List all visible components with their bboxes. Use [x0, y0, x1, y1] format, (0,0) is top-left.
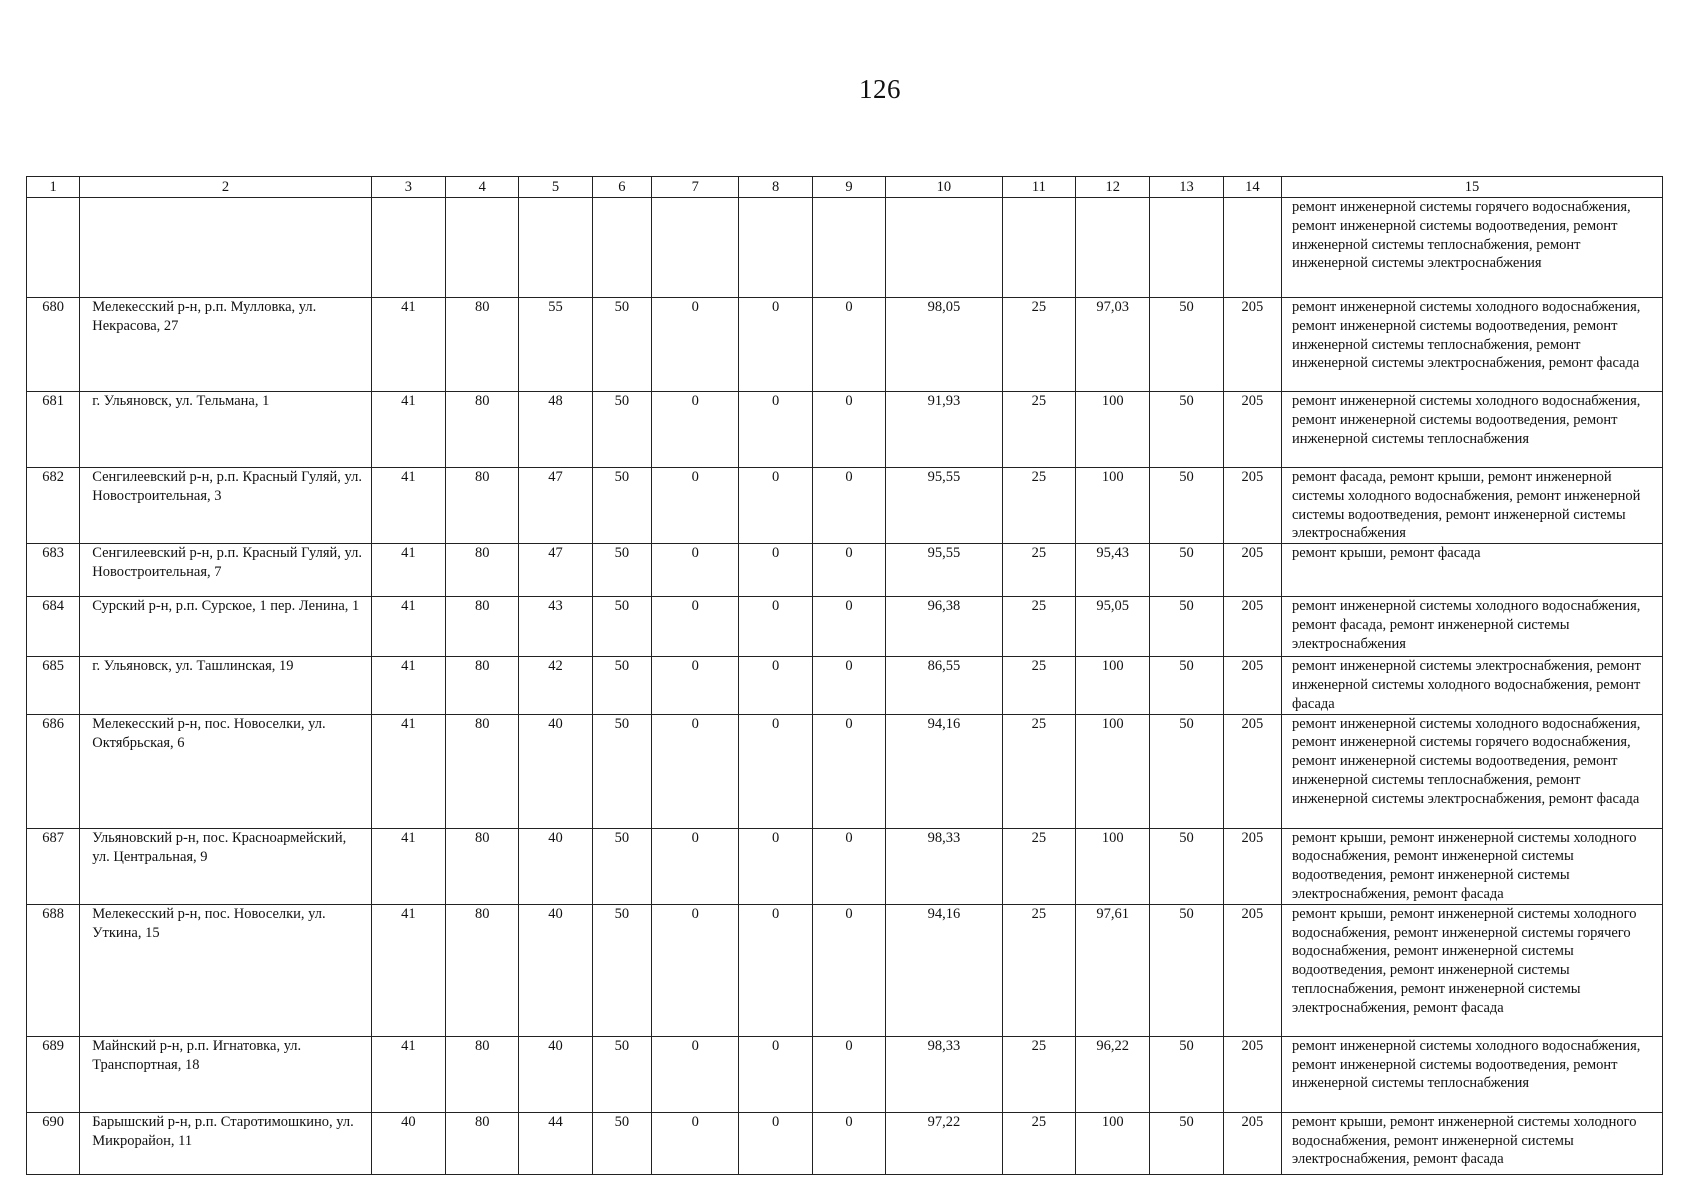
- table-cell: [1150, 198, 1223, 298]
- works-cell: ремонт инженерной системы холодного водоснабжения, ремонт инженерной системы водоотведения, ремонт инженерной системы теплоснабжения: [1282, 392, 1663, 468]
- column-header: 5: [519, 177, 592, 198]
- value-cell-9: 0: [812, 468, 885, 544]
- value-cell-7: 0: [652, 904, 739, 1036]
- row-number-cell: 683: [27, 544, 80, 597]
- value-cell-3: 41: [371, 298, 445, 392]
- value-cell-9: 0: [812, 828, 885, 904]
- value-cell-11: 25: [1002, 904, 1075, 1036]
- table-cell: [446, 198, 519, 298]
- value-cell-9: 0: [812, 597, 885, 657]
- continuation-row: [27, 198, 1663, 298]
- value-cell-8: 0: [739, 657, 812, 714]
- value-cell-12: 97,61: [1076, 904, 1150, 1036]
- value-cell-13: 50: [1150, 298, 1223, 392]
- address-cell: Сенгилеевский р-н, р.п. Красный Гуляй, ул. Новостроительная, 3: [80, 468, 371, 544]
- value-cell-6: 50: [592, 714, 651, 828]
- value-cell-10: 98,33: [886, 828, 1003, 904]
- value-cell-3: 41: [371, 544, 445, 597]
- value-cell-11: 25: [1002, 714, 1075, 828]
- table-cell: [80, 198, 371, 298]
- column-header: 3: [371, 177, 445, 198]
- table-cell: [886, 198, 1003, 298]
- value-cell-13: 50: [1150, 1112, 1223, 1174]
- value-cell-8: 0: [739, 904, 812, 1036]
- value-cell-12: 100: [1076, 714, 1150, 828]
- address-cell: Мелекесский р-н, пос. Новоселки, ул. Октябрьская, 6: [80, 714, 371, 828]
- value-cell-4: 80: [446, 904, 519, 1036]
- value-cell-6: 50: [592, 544, 651, 597]
- value-cell-10: 94,16: [886, 904, 1003, 1036]
- table-cell: [519, 198, 592, 298]
- column-header: 14: [1223, 177, 1281, 198]
- value-cell-3: 41: [371, 392, 445, 468]
- value-cell-4: 80: [446, 657, 519, 714]
- value-cell-7: 0: [652, 468, 739, 544]
- value-cell-8: 0: [739, 828, 812, 904]
- table-row: [27, 468, 1663, 544]
- value-cell-11: 25: [1002, 657, 1075, 714]
- row-number-cell: 686: [27, 714, 80, 828]
- row-number-cell: 685: [27, 657, 80, 714]
- value-cell-13: 50: [1150, 1036, 1223, 1112]
- value-cell-11: 25: [1002, 544, 1075, 597]
- works-cell: ремонт инженерной системы электроснабжения, ремонт инженерной системы холодного водоснабжения, ремонт фасада: [1282, 657, 1663, 714]
- value-cell-5: 55: [519, 298, 592, 392]
- works-cell: ремонт инженерной системы холодного водоснабжения, ремонт фасада, ремонт инженерной системы электроснабжения: [1282, 597, 1663, 657]
- value-cell-7: 0: [652, 1036, 739, 1112]
- value-cell-6: 50: [592, 1036, 651, 1112]
- value-cell-13: 50: [1150, 468, 1223, 544]
- address-cell: Мелекесский р-н, р.п. Мулловка, ул. Некрасова, 27: [80, 298, 371, 392]
- table-row: [27, 544, 1663, 597]
- value-cell-5: 40: [519, 904, 592, 1036]
- table-cell: [812, 198, 885, 298]
- table-cell: [371, 198, 445, 298]
- value-cell-11: 25: [1002, 392, 1075, 468]
- value-cell-11: 25: [1002, 828, 1075, 904]
- row-number-cell: 684: [27, 597, 80, 657]
- value-cell-6: 50: [592, 597, 651, 657]
- value-cell-10: 98,33: [886, 1036, 1003, 1112]
- table-cell: [27, 198, 80, 298]
- value-cell-7: 0: [652, 298, 739, 392]
- works-cell: ремонт инженерной системы холодного водоснабжения, ремонт инженерной системы водоотведения, ремонт инженерной системы теплоснабжения: [1282, 1036, 1663, 1112]
- value-cell-12: 96,22: [1076, 1036, 1150, 1112]
- works-cell: ремонт инженерной системы горячего водоснабжения, ремонт инженерной системы водоотведения, ремонт инженерной системы теплоснабжения, ремонт инженерной системы электроснабжения: [1282, 198, 1663, 298]
- value-cell-13: 50: [1150, 828, 1223, 904]
- value-cell-3: 41: [371, 828, 445, 904]
- value-cell-6: 50: [592, 468, 651, 544]
- value-cell-9: 0: [812, 392, 885, 468]
- value-cell-11: 25: [1002, 298, 1075, 392]
- value-cell-5: 42: [519, 657, 592, 714]
- value-cell-8: 0: [739, 298, 812, 392]
- column-header: 11: [1002, 177, 1075, 198]
- value-cell-11: 25: [1002, 597, 1075, 657]
- value-cell-4: 80: [446, 298, 519, 392]
- value-cell-4: 80: [446, 1112, 519, 1174]
- value-cell-10: 95,55: [886, 468, 1003, 544]
- row-number-cell: 680: [27, 298, 80, 392]
- value-cell-4: 80: [446, 468, 519, 544]
- column-header: 13: [1150, 177, 1223, 198]
- row-number-cell: 690: [27, 1112, 80, 1174]
- column-header: 6: [592, 177, 651, 198]
- value-cell-12: 100: [1076, 1112, 1150, 1174]
- row-number-cell: 688: [27, 904, 80, 1036]
- value-cell-8: 0: [739, 1112, 812, 1174]
- value-cell-5: 47: [519, 544, 592, 597]
- value-cell-9: 0: [812, 714, 885, 828]
- address-cell: г. Ульяновск, ул. Тельмана, 1: [80, 392, 371, 468]
- value-cell-3: 41: [371, 597, 445, 657]
- value-cell-10: 96,38: [886, 597, 1003, 657]
- value-cell-9: 0: [812, 1036, 885, 1112]
- address-cell: Сенгилеевский р-н, р.п. Красный Гуляй, ул. Новостроительная, 7: [80, 544, 371, 597]
- table-cell: [592, 198, 651, 298]
- table-cell: [739, 198, 812, 298]
- value-cell-14: 205: [1223, 828, 1281, 904]
- value-cell-10: 86,55: [886, 657, 1003, 714]
- value-cell-12: 100: [1076, 468, 1150, 544]
- value-cell-12: 95,05: [1076, 597, 1150, 657]
- value-cell-9: 0: [812, 1112, 885, 1174]
- works-cell: ремонт инженерной системы холодного водоснабжения, ремонт инженерной системы водоотведения, ремонт инженерной системы теплоснабжения, ремонт инженерной системы электроснабжения, ремонт фасада: [1282, 298, 1663, 392]
- value-cell-5: 40: [519, 714, 592, 828]
- value-cell-13: 50: [1150, 597, 1223, 657]
- column-header: 10: [886, 177, 1003, 198]
- value-cell-12: 95,43: [1076, 544, 1150, 597]
- value-cell-13: 50: [1150, 714, 1223, 828]
- table-cell: [1002, 198, 1075, 298]
- table-row: [27, 1036, 1663, 1112]
- register-table: [26, 176, 1663, 1175]
- value-cell-4: 80: [446, 392, 519, 468]
- value-cell-10: 91,93: [886, 392, 1003, 468]
- value-cell-9: 0: [812, 904, 885, 1036]
- value-cell-7: 0: [652, 714, 739, 828]
- value-cell-13: 50: [1150, 544, 1223, 597]
- value-cell-14: 205: [1223, 298, 1281, 392]
- works-cell: ремонт инженерной системы холодного водоснабжения, ремонт инженерной системы горячего водоснабжения, ремонт инженерной системы водоотведения, ремонт инженерной системы теплоснабжения, ремонт инженерной системы электроснабжения, ремонт фасада: [1282, 714, 1663, 828]
- value-cell-6: 50: [592, 828, 651, 904]
- row-number-cell: 687: [27, 828, 80, 904]
- value-cell-4: 80: [446, 597, 519, 657]
- value-cell-8: 0: [739, 1036, 812, 1112]
- value-cell-7: 0: [652, 1112, 739, 1174]
- value-cell-5: 43: [519, 597, 592, 657]
- value-cell-7: 0: [652, 392, 739, 468]
- value-cell-14: 205: [1223, 544, 1281, 597]
- address-cell: Ульяновский р-н, пос. Красноармейский, ул. Центральная, 9: [80, 828, 371, 904]
- table-row: [27, 657, 1663, 714]
- address-cell: г. Ульяновск, ул. Ташлинская, 19: [80, 657, 371, 714]
- value-cell-9: 0: [812, 657, 885, 714]
- value-cell-12: 100: [1076, 828, 1150, 904]
- value-cell-14: 205: [1223, 1112, 1281, 1174]
- column-header: 4: [446, 177, 519, 198]
- value-cell-8: 0: [739, 392, 812, 468]
- works-cell: ремонт крыши, ремонт инженерной системы холодного водоснабжения, ремонт инженерной системы электроснабжения, ремонт фасада: [1282, 1112, 1663, 1174]
- value-cell-13: 50: [1150, 904, 1223, 1036]
- column-header: 12: [1076, 177, 1150, 198]
- value-cell-13: 50: [1150, 657, 1223, 714]
- value-cell-5: 40: [519, 1036, 592, 1112]
- value-cell-7: 0: [652, 597, 739, 657]
- page-number: 126: [859, 74, 901, 104]
- value-cell-5: 40: [519, 828, 592, 904]
- works-cell: ремонт крыши, ремонт инженерной системы холодного водоснабжения, ремонт инженерной системы водоотведения, ремонт инженерной системы электроснабжения, ремонт фасада: [1282, 828, 1663, 904]
- value-cell-8: 0: [739, 714, 812, 828]
- value-cell-14: 205: [1223, 657, 1281, 714]
- value-cell-12: 100: [1076, 392, 1150, 468]
- table-cell: [1076, 198, 1150, 298]
- table-row: [27, 1112, 1663, 1174]
- value-cell-14: 205: [1223, 714, 1281, 828]
- value-cell-3: 41: [371, 1036, 445, 1112]
- value-cell-10: 97,22: [886, 1112, 1003, 1174]
- address-cell: Майнский р-н, р.п. Игнатовка, ул. Транспортная, 18: [80, 1036, 371, 1112]
- value-cell-7: 0: [652, 657, 739, 714]
- value-cell-14: 205: [1223, 1036, 1281, 1112]
- value-cell-6: 50: [592, 657, 651, 714]
- column-header: 7: [652, 177, 739, 198]
- table-row: [27, 392, 1663, 468]
- value-cell-9: 0: [812, 544, 885, 597]
- value-cell-7: 0: [652, 544, 739, 597]
- value-cell-4: 80: [446, 828, 519, 904]
- value-cell-3: 41: [371, 904, 445, 1036]
- row-number-cell: 689: [27, 1036, 80, 1112]
- works-cell: ремонт крыши, ремонт инженерной системы холодного водоснабжения, ремонт инженерной системы горячего водоснабжения, ремонт инженерной системы водоотведения, ремонт инженерной системы теплоснабжения, ремонт инженерной системы электроснабжения, ремонт фасада: [1282, 904, 1663, 1036]
- value-cell-10: 95,55: [886, 544, 1003, 597]
- value-cell-6: 50: [592, 392, 651, 468]
- value-cell-5: 48: [519, 392, 592, 468]
- column-header: 8: [739, 177, 812, 198]
- value-cell-10: 98,05: [886, 298, 1003, 392]
- row-number-cell: 681: [27, 392, 80, 468]
- value-cell-4: 80: [446, 544, 519, 597]
- value-cell-13: 50: [1150, 392, 1223, 468]
- address-cell: Мелекесский р-н, пос. Новоселки, ул. Уткина, 15: [80, 904, 371, 1036]
- value-cell-9: 0: [812, 298, 885, 392]
- value-cell-4: 80: [446, 1036, 519, 1112]
- value-cell-10: 94,16: [886, 714, 1003, 828]
- value-cell-11: 25: [1002, 468, 1075, 544]
- value-cell-8: 0: [739, 597, 812, 657]
- value-cell-11: 25: [1002, 1036, 1075, 1112]
- column-header: 1: [27, 177, 80, 198]
- value-cell-12: 100: [1076, 657, 1150, 714]
- header-row: [27, 177, 1663, 198]
- works-cell: ремонт крыши, ремонт фасада: [1282, 544, 1663, 597]
- value-cell-8: 0: [739, 544, 812, 597]
- table-cell: [1223, 198, 1281, 298]
- value-cell-14: 205: [1223, 392, 1281, 468]
- address-cell: Барышский р-н, р.п. Старотимошкино, ул. Микрорайон, 11: [80, 1112, 371, 1174]
- value-cell-3: 40: [371, 1112, 445, 1174]
- column-header: 2: [80, 177, 371, 198]
- value-cell-5: 47: [519, 468, 592, 544]
- value-cell-5: 44: [519, 1112, 592, 1174]
- value-cell-14: 205: [1223, 468, 1281, 544]
- value-cell-12: 97,03: [1076, 298, 1150, 392]
- value-cell-14: 205: [1223, 597, 1281, 657]
- table-row: [27, 714, 1663, 828]
- value-cell-3: 41: [371, 714, 445, 828]
- address-cell: Сурский р-н, р.п. Сурское, 1 пер. Ленина, 1: [80, 597, 371, 657]
- value-cell-6: 50: [592, 904, 651, 1036]
- value-cell-14: 205: [1223, 904, 1281, 1036]
- table-row: [27, 298, 1663, 392]
- table-row: [27, 904, 1663, 1036]
- column-header: 15: [1282, 177, 1663, 198]
- table-cell: [652, 198, 739, 298]
- value-cell-8: 0: [739, 468, 812, 544]
- value-cell-6: 50: [592, 298, 651, 392]
- value-cell-6: 50: [592, 1112, 651, 1174]
- table-row: [27, 828, 1663, 904]
- value-cell-3: 41: [371, 657, 445, 714]
- row-number-cell: 682: [27, 468, 80, 544]
- table-row: [27, 597, 1663, 657]
- value-cell-4: 80: [446, 714, 519, 828]
- value-cell-3: 41: [371, 468, 445, 544]
- value-cell-11: 25: [1002, 1112, 1075, 1174]
- column-header: 9: [812, 177, 885, 198]
- works-cell: ремонт фасада, ремонт крыши, ремонт инженерной системы холодного водоснабжения, ремонт инженерной системы водоотведения, ремонт инженерной системы электроснабжения: [1282, 468, 1663, 544]
- value-cell-7: 0: [652, 828, 739, 904]
